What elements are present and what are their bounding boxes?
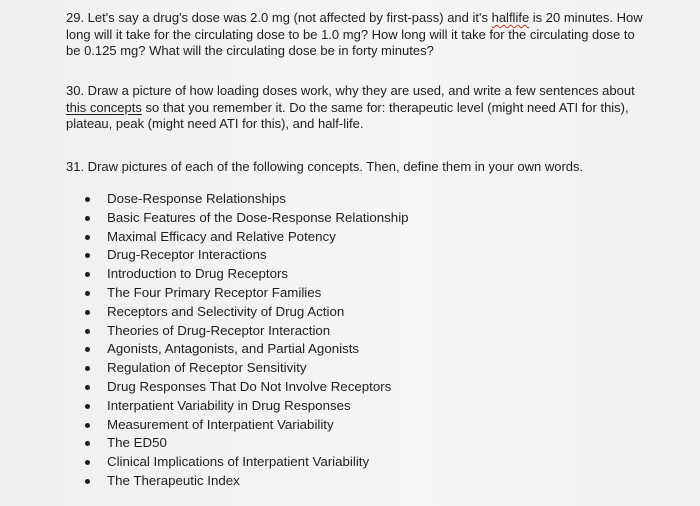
- question-29-text-a: 29. Let's say a drug's dose was 2.0 mg (not affected by first-pass) and it's: [66, 10, 492, 25]
- question-30-text-b: so that you remember it. Do the same for: therapeutic level (might need ATI for this), plateau, peak (might need ATI for this), and half-life.: [66, 99, 629, 131]
- bullet-icon: [85, 347, 90, 352]
- bullet-icon: [85, 479, 90, 484]
- bullet-icon: [85, 423, 90, 428]
- halflife-misspelled-word: halflife: [491, 10, 530, 25]
- document-page: 29. Let's say a drug's dose was 2.0 mg (not affected by first-pass) and it's halflife is 20 minutes. How long will it take for the circulating dose to be 1.0 mg? How long will it take for the circulating dose to be 0.125 mg? What will the circulating dose be in forty minutes? 30. Draw a picture of how loading doses work, why they are used, and write a few sentences about this concepts so that you remember it. Do the same for: therapeutic level (might need ATI for this), plateau, peak (might need ATI for this), and half-life. 31. Draw pictures of each of the following concepts. Then, define them in your own words. Dose-Response Relationships Basic Features of the Dose-Response Relationship Maximal Efficacy and Relative Potency Drug-Receptor Interactions Introduction to Drug Receptors The Four Primary Receptor Families Receptors and Selectivity of Drug Action Theories of Drug-Receptor Interaction Agonists, Antagonists, and Partial Agonists Regulation of Receptor Sensitivity Drug Responses That Do Not Involve Receptors Interpatient Variability in Drug Responses Measurement of Interpatient Variability The ED50 Clinical Implications of Interpatient Variability The Therapeutic Index: [0, 0, 700, 506]
- bullet-icon: [85, 441, 90, 446]
- bullet-icon: [85, 197, 90, 202]
- bullet-icon: [85, 385, 90, 390]
- bullet-icon: [85, 404, 90, 409]
- bullet-icon: [85, 253, 90, 258]
- underlined-phrase: this concepts: [66, 99, 142, 115]
- question-31: 31. Draw pictures of each of the following concepts. Then, define them in your own words.: [66, 159, 584, 174]
- question-30-text-a: 30. Draw a picture of how loading doses work, why they are used, and write a few sentences about: [66, 83, 635, 98]
- question-30: [66, 83, 646, 133]
- bullet-icon: [85, 291, 90, 296]
- question-29: [66, 10, 646, 60]
- bullet-icon: [85, 235, 90, 240]
- bullet-icon: [85, 216, 90, 221]
- bullet-icon: [85, 366, 90, 371]
- bullet-icon: [85, 460, 90, 465]
- bullet-icon: [85, 272, 90, 277]
- bullet-icon: [85, 310, 90, 315]
- question-29-text-b: is 20 minutes. How long will it take for the circulating dose to be 1.0 mg? How long will it take for the circulating dose to be 0.125 mg? What will the circulating dose be in forty minutes?: [66, 10, 643, 58]
- bullet-icon: [85, 329, 90, 334]
